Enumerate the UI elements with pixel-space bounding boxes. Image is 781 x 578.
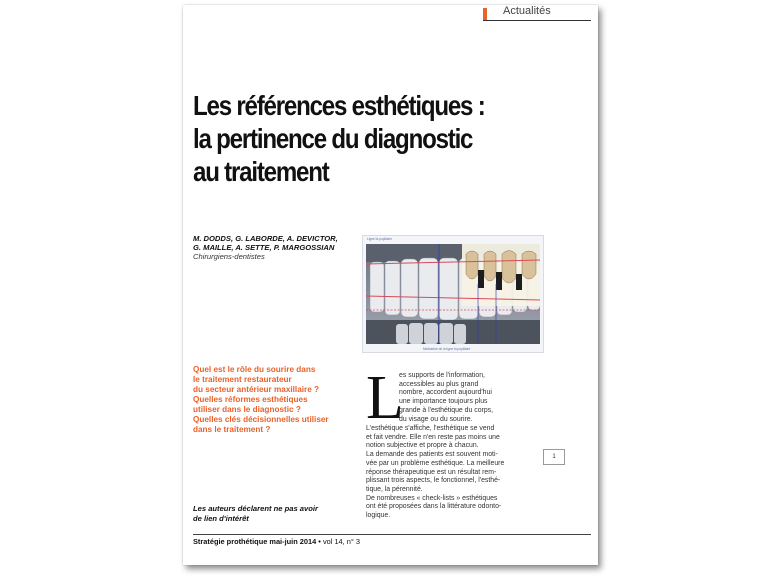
section-accent-bar bbox=[483, 8, 487, 20]
author-affiliation: Chirurgiens-dentistes bbox=[193, 252, 265, 261]
drop-cap: L bbox=[366, 364, 404, 432]
body-line: grande à l'esthétique du corps, bbox=[399, 406, 494, 414]
journal-name: Stratégie prothétique mai-juin 2014 bbox=[193, 537, 317, 546]
body-line: De nombreuses « check-lists » esthétiques bbox=[366, 494, 498, 502]
intro-paragraph bbox=[399, 372, 543, 424]
authors-line-2: G. MAILLE, A. SETTE, P. MARGOSSIAN bbox=[193, 243, 335, 252]
question-line: dans le traitement ? bbox=[193, 425, 271, 434]
disclaimer-line-1: Les auteurs déclarent ne pas avoir bbox=[193, 504, 318, 513]
authors-line-1: M. DODDS, G. LABORDE, A. DEVICTOR, bbox=[193, 234, 338, 243]
question-line: le traitement restaurateur bbox=[193, 375, 292, 384]
question-line: Quelles clés décisionnelles utiliser bbox=[193, 415, 329, 424]
key-questions bbox=[193, 365, 353, 435]
footer-citation bbox=[193, 537, 360, 546]
body-line: La demande des patients est souvent moti- bbox=[366, 451, 498, 459]
body-line: es supports de l'information, bbox=[399, 372, 485, 379]
question-line: Quelles réformes esthétiques bbox=[193, 395, 308, 404]
title-line-3: au traitement bbox=[193, 156, 329, 187]
dental-figure bbox=[362, 235, 544, 353]
body-line: du visage ou du sourire. bbox=[399, 415, 473, 423]
author-block bbox=[193, 234, 363, 261]
article-body bbox=[366, 425, 543, 521]
body-line: vée par un problème esthétique. La meilleure bbox=[366, 459, 505, 467]
body-line: plissant trois aspects, le fonctionnel, l'esthé- bbox=[366, 477, 501, 485]
page-number: 1 bbox=[543, 449, 565, 465]
conflict-disclaimer bbox=[193, 504, 353, 523]
footer-bullet: • bbox=[318, 537, 321, 546]
question-line: du secteur antérieur maxillaire ? bbox=[193, 385, 320, 394]
body-line: nombre, accordent aujourd'hui bbox=[399, 389, 492, 397]
body-line: accessibles au plus grand bbox=[399, 380, 479, 388]
body-line: réponse thérapeutique est un résultat rem- bbox=[366, 468, 497, 476]
figure-top-label: Ligne bi-pupillaire bbox=[367, 237, 392, 241]
body-line: une importance toujours plus bbox=[399, 398, 488, 406]
body-line: ont été proposées dans la littérature odonto- bbox=[366, 503, 502, 511]
body-line: logique. bbox=[366, 512, 391, 520]
page-footer bbox=[193, 534, 591, 549]
question-line: Quel est le rôle du sourire dans bbox=[193, 365, 316, 374]
title-line-2: la pertinence du diagnostic bbox=[193, 123, 473, 154]
title-line-1: Les références esthétiques : bbox=[193, 90, 485, 121]
body-line: et fait vendre. Elle n'en reste pas moins une bbox=[366, 433, 500, 441]
body-line: notion subjective et propre à chacun. bbox=[366, 442, 479, 450]
article-title bbox=[193, 89, 537, 188]
volume-issue: vol 14, n° 3 bbox=[322, 537, 360, 546]
article-page bbox=[183, 5, 598, 565]
section-label: Actualités bbox=[503, 5, 551, 17]
body-line: L'esthétique s'affiche, l'esthétique se vend bbox=[366, 425, 495, 432]
teeth-smile-image bbox=[366, 244, 540, 344]
question-line: utiliser dans le diagnostic ? bbox=[193, 405, 301, 414]
body-line: tique, la pérennité. bbox=[366, 485, 423, 493]
figure-caption: Médiatrice de la ligne bi-pupillaire bbox=[423, 347, 471, 351]
section-header bbox=[483, 6, 591, 21]
disclaimer-line-2: de lien d'intérêt bbox=[193, 513, 249, 523]
